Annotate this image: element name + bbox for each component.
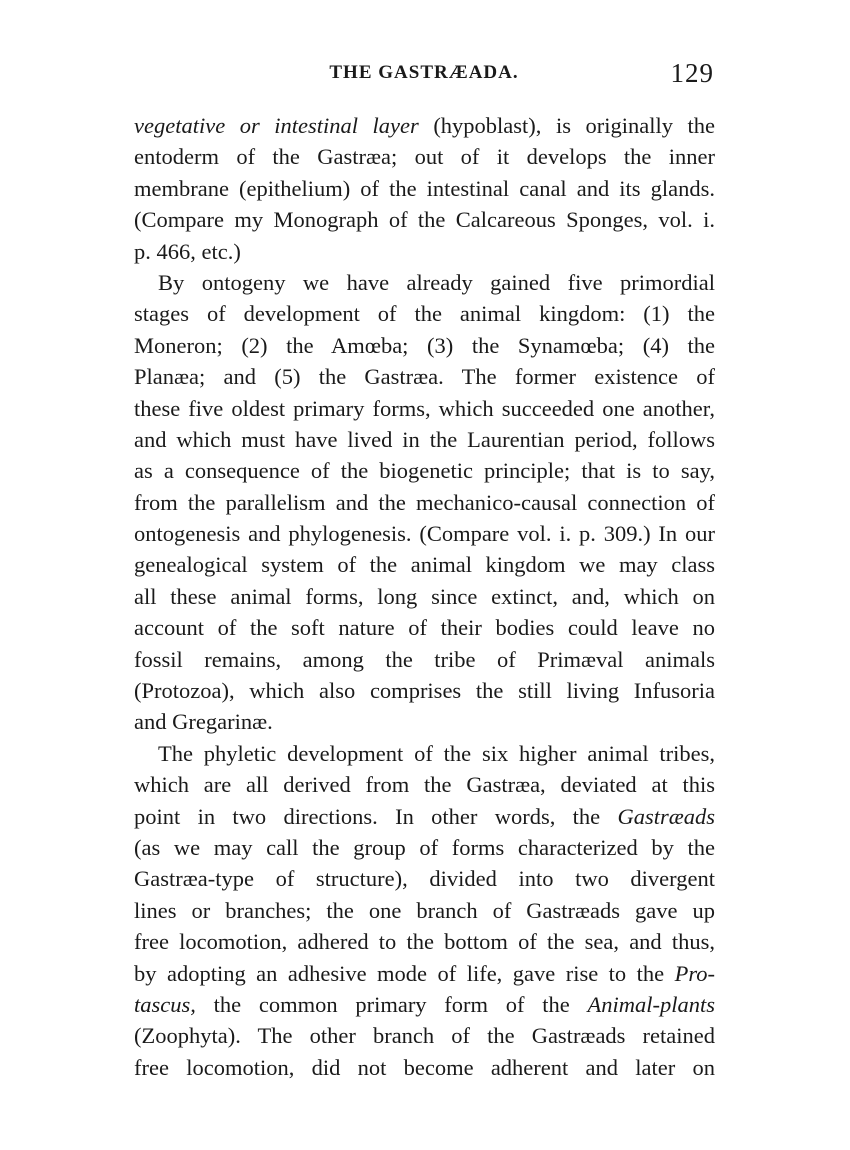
text-segment: Moneron; (2) the Amœba; (3) the Synamœba; (4) the bbox=[134, 332, 715, 358]
text-segment: lines or branches; the one branch of Gastræads gave up bbox=[134, 897, 715, 923]
italic-text: vegetative or intestinal layer bbox=[134, 113, 419, 138]
text-line bbox=[134, 298, 715, 329]
text-line bbox=[134, 393, 715, 424]
italic-text: Pro- bbox=[674, 960, 715, 986]
text-segment: free locomotion, did not become adherent and later on bbox=[134, 1054, 715, 1080]
text-segment: by adopting an adhesive mode of life, gave rise to the bbox=[134, 960, 675, 986]
text-segment: these five oldest primary forms, which succeeded one another, bbox=[134, 395, 715, 421]
text-line bbox=[134, 487, 715, 518]
running-title: THE GASTRÆADA. bbox=[329, 62, 519, 83]
text-segment: genealogical system of the animal kingdom we may class bbox=[134, 552, 715, 578]
text-line bbox=[134, 549, 715, 580]
text-line bbox=[134, 895, 715, 926]
text-segment: and which must have lived in the Laurentian period, follows bbox=[134, 426, 715, 452]
text-line bbox=[134, 361, 715, 392]
text-line bbox=[134, 204, 715, 235]
text-segment: Planæa; and (5) the Gastræa. The former existence of bbox=[134, 364, 715, 390]
text-segment: account of the soft nature of their bodies could leave no bbox=[134, 615, 715, 641]
text-segment: ontogenesis and phylogenesis. (Compare vol. i. p. 309.) In our bbox=[134, 521, 715, 547]
italic-text: tascus, bbox=[134, 991, 196, 1017]
text-line bbox=[134, 926, 715, 957]
text-line bbox=[134, 455, 715, 486]
text-segment: The phyletic development of the six higher animal tribes, bbox=[158, 740, 715, 766]
text-line bbox=[134, 738, 715, 769]
text-segment: Gastræa-type of structure), divided into two divergent bbox=[134, 866, 715, 892]
text-segment: stages of development of the animal kingdom: (1) the bbox=[134, 301, 715, 327]
text-segment: (as we may call the group of forms characterized by the bbox=[134, 834, 715, 860]
running-head bbox=[134, 58, 714, 90]
text-segment: (Compare my Monograph of the Calcareous Sponges, vol. i. bbox=[134, 207, 715, 233]
italic-text: Gastræads bbox=[617, 803, 715, 829]
text-segment: By ontogeny we have already gained five primordial bbox=[158, 269, 715, 295]
text-line bbox=[134, 706, 715, 737]
text-segment: (Protozoa), which also comprises the still living Infusoria bbox=[134, 678, 715, 704]
page-number: 129 bbox=[670, 58, 714, 88]
body-text bbox=[134, 110, 715, 1083]
text-line bbox=[134, 989, 715, 1020]
text-line bbox=[134, 1052, 715, 1083]
text-segment: entoderm of the Gastræa; out of it develops the inner bbox=[134, 144, 715, 170]
text-segment: all these animal forms, long since extinct, and, which on bbox=[134, 583, 715, 609]
text-segment: the common primary form of the bbox=[195, 991, 588, 1017]
text-segment: which are all derived from the Gastræa, deviated at this bbox=[134, 772, 715, 798]
text-line bbox=[134, 173, 715, 204]
text-segment: from the parallelism and the mechanico-causal connection of bbox=[134, 489, 715, 515]
text-segment: p. 466, etc.) bbox=[134, 238, 241, 264]
text-segment: membrane (epithelium) of the intestinal canal and its glands. bbox=[134, 175, 715, 201]
text-line bbox=[134, 644, 715, 675]
text-line bbox=[134, 769, 715, 800]
text-segment: (Zoophyta). The other branch of the Gastræads retained bbox=[134, 1023, 715, 1049]
text-line bbox=[134, 236, 715, 267]
text-line bbox=[134, 267, 715, 298]
text-line bbox=[134, 581, 715, 612]
text-line bbox=[134, 832, 715, 863]
text-segment: (hypoblast), is originally the bbox=[418, 113, 715, 138]
text-segment: point in two directions. In other words, the bbox=[134, 803, 618, 829]
text-segment: as a consequence of the biogenetic principle; that is to say, bbox=[134, 458, 715, 484]
text-line bbox=[134, 863, 715, 894]
text-segment: and Gregarinæ. bbox=[134, 709, 273, 735]
text-line bbox=[134, 612, 715, 643]
text-line bbox=[134, 110, 715, 141]
text-line bbox=[134, 330, 715, 361]
text-segment: free locomotion, adhered to the bottom of the sea, and thus, bbox=[134, 929, 715, 955]
text-line bbox=[134, 801, 715, 832]
text-line bbox=[134, 424, 715, 455]
italic-text: Animal-plants bbox=[587, 991, 715, 1017]
text-line bbox=[134, 141, 715, 172]
text-line bbox=[134, 958, 715, 989]
text-line bbox=[134, 518, 715, 549]
text-segment: fossil remains, among the tribe of Primæval animals bbox=[134, 646, 715, 672]
text-line bbox=[134, 1020, 715, 1051]
text-line bbox=[134, 675, 715, 706]
